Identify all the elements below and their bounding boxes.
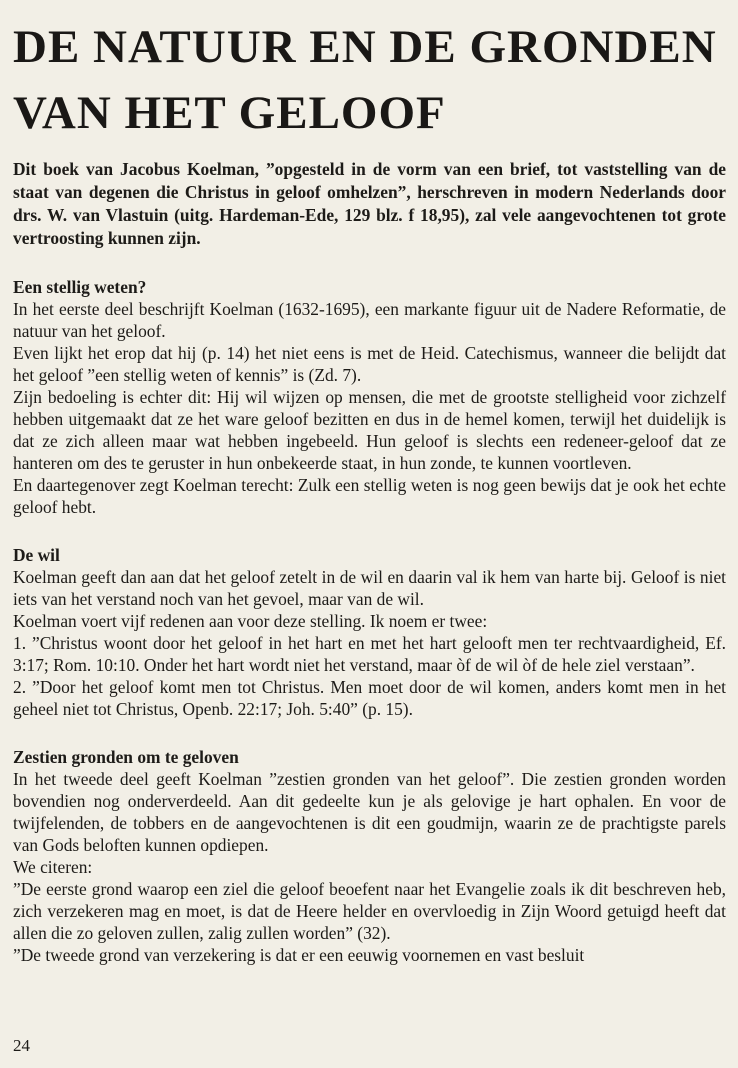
section-heading: Een stellig weten? xyxy=(13,277,147,297)
section-heading: Zestien gronden om te geloven xyxy=(13,747,239,767)
paragraph: We citeren: xyxy=(13,857,93,877)
intro-paragraph: Dit boek van Jacobus Koelman, ”opgesteld in de vorm van een brief, tot vaststelling van de staat van degenen die Christus in geloof omhelzen”, herschreven in modern Nederlands door drs. W. van Vlastuin (uitg. Hardeman-Ede, 129 blz. f 18,95), zal vele aangevochtenen tot grote vertroosting kunnen zijn. xyxy=(13,159,726,248)
paragraph: ”De eerste grond waarop een ziel die geloof beoefent naar het Evangelie zoals ik dit beschreven heb, zich verzekeren mag en moet, is dat de Heere helder en overvloedig in Zijn Woord getuigd heeft dat allen die zo geloven zullen, zalig zullen worden” (32). xyxy=(13,879,726,943)
paragraph: Koelman geeft dan aan dat het geloof zetelt in de wil en daarin val ik hem van harte bij. Geloof is niet iets van het verstand noch van het gevoel, maar van de wil. xyxy=(13,567,726,609)
page-number: 24 xyxy=(13,1036,30,1055)
paragraph: 1. ”Christus woont door het geloof in het hart en met het hart gelooft men ter rechtvaardigheid, Ef. 3:17; Rom. 10:10. Onder het hart wordt niet het verstand, maar òf de wil òf de hele ziel verstaan”. xyxy=(13,633,726,675)
paragraph: ”De tweede grond van verzekering is dat er een eeuwig voornemen en vast besluit xyxy=(13,945,585,965)
paragraph: In het tweede deel geeft Koelman ”zestien gronden van het geloof”. Die zestien gronden worden bovendien nog onderverdeeld. Aan dit gedeelte kun je als gelovige je hart ophalen. En voor de twijfelenden, de tobbers en de aangevochtenen is dit een goudmijn, waarin ze de prachtigste parels van Gods beloften kunnen opdiepen. xyxy=(13,769,726,855)
paragraph: En daartegenover zegt Koelman terecht: Zulk een stellig weten is nog geen bewijs dat je ook het echte geloof hebt. xyxy=(13,475,726,517)
title-line-1: DE NATUUR EN DE GRONDEN xyxy=(13,21,717,73)
section-heading: De wil xyxy=(13,545,60,565)
paragraph: Even lijkt het erop dat hij (p. 14) het niet eens is met de Heid. Catechismus, wanneer die belijdt dat het geloof ”een stellig weten of kennis” is (Zd. 7). xyxy=(13,343,726,385)
paragraph: Zijn bedoeling is echter dit: Hij wil wijzen op mensen, die met de grootste stelligheid voor zichzelf hebben uitgemaakt dat ze het ware geloof bezitten en dus in de hemel komen, terwijl het duidelijk is dat ze zich alleen maar wat hebben ingebeeld. Hun geloof is slechts een redeneer-geloof dat ze hanteren om des te geruster in hun onbekeerde staat, in hun zonde, te kunnen voortleven. xyxy=(13,387,726,473)
paragraph: In het eerste deel beschrijft Koelman (1632-1695), een markante figuur uit de Nadere Reformatie, de natuur van het geloof. xyxy=(13,299,726,341)
section-stellig-weten xyxy=(13,276,726,518)
section-zestien-gronden xyxy=(13,746,726,966)
section-de-wil xyxy=(13,544,726,720)
paragraph: 2. ”Door het geloof komt men tot Christus. Men moet door de wil komen, anders komt men in het geheel niet tot Christus, Openb. 22:17; Joh. 5:40” (p. 15). xyxy=(13,677,726,719)
title-line-2: VAN HET GELOOF xyxy=(13,87,446,139)
paragraph: Koelman voert vijf redenen aan voor deze stelling. Ik noem er twee: xyxy=(13,611,488,631)
article-title xyxy=(13,0,726,146)
